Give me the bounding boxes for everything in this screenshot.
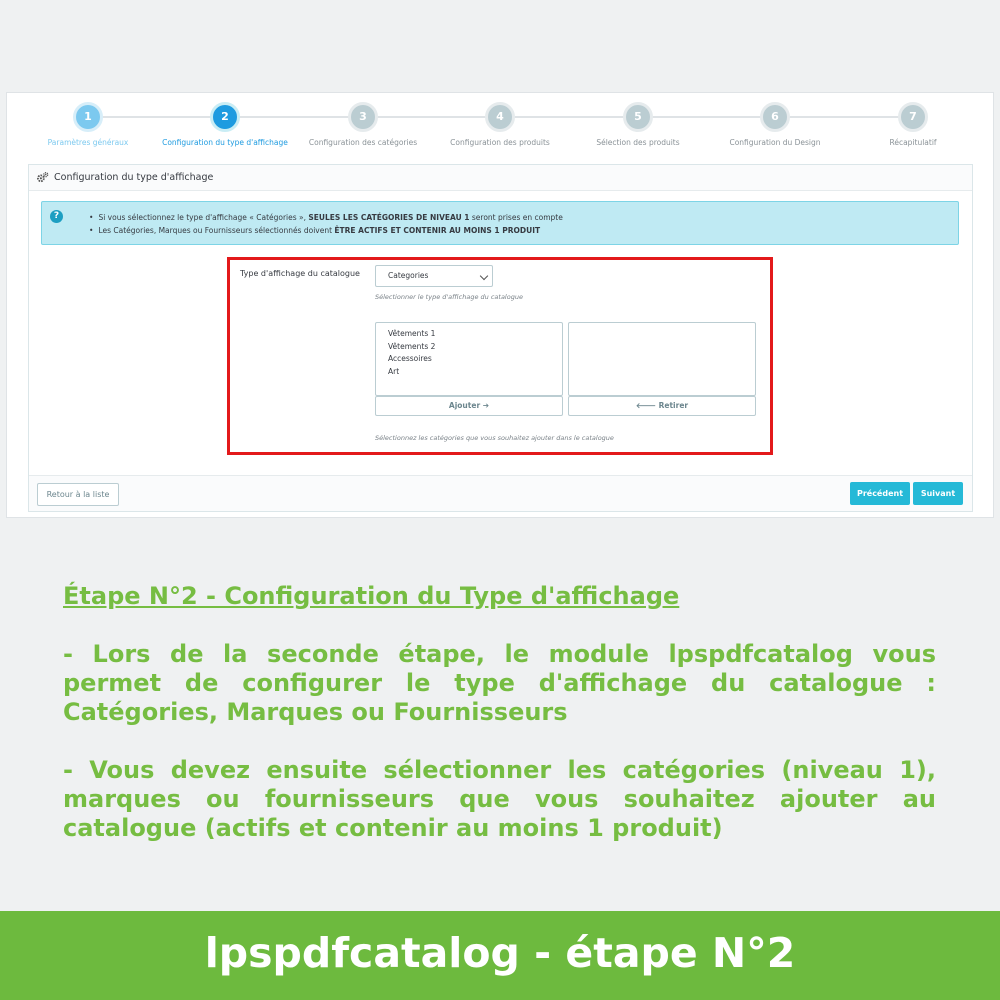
display-type-label: Type d'affichage du catalogue (240, 269, 360, 278)
available-list[interactable] (375, 322, 563, 396)
step-3[interactable] (288, 105, 438, 147)
info-alert (41, 201, 959, 245)
card-header (29, 165, 972, 191)
step-label: Configuration du Design (729, 138, 821, 147)
step-label: Configuration des catégories (308, 138, 418, 147)
description-paragraph-1: - Lors de la seconde étape, le module lpspdfcatalog vous permet de configurer le type d'affichage du catalogue : Catégories, Marques ou Fournisseurs (63, 640, 936, 726)
module-panel (6, 92, 994, 518)
step-label: Configuration du type d'affichage (162, 138, 288, 147)
previous-button[interactable]: Précédent (850, 482, 910, 505)
description-paragraph-2: - Vous devez ensuite sélectionner les catégories (niveau 1), marques ou fournisseurs que vous souhaitez ajouter au catalogue (actifs et contenir au moins 1 produit) (63, 756, 936, 842)
wizard-stepper (7, 93, 993, 153)
list-item[interactable]: Accessoires (388, 354, 432, 363)
question-icon: ? (50, 210, 63, 223)
step-6[interactable] (700, 105, 850, 147)
step-number: 7 (898, 102, 928, 132)
step-label: Paramètres généraux (47, 138, 129, 147)
step-number: 6 (760, 102, 790, 132)
step-number: 1 (73, 102, 103, 132)
description (63, 582, 936, 872)
list-help-text: Sélectionnez les catégories que vous souhaitez ajouter dans le catalogue (375, 434, 614, 442)
select-help-text: Sélectionner le type d'affichage du catalogue (375, 293, 523, 301)
list-item[interactable]: Art (388, 366, 400, 376)
remove-button[interactable]: 🡐 Retirer (568, 396, 756, 416)
step-label: Configuration des produits (450, 138, 550, 147)
arrow-right-icon: ➔ (482, 401, 490, 410)
next-button[interactable]: Suivant (913, 482, 963, 505)
alert-list (89, 211, 563, 237)
card-title: Configuration du type d'affichage (54, 172, 214, 183)
step-number: 5 (623, 102, 653, 132)
gears-icon (36, 171, 49, 184)
alert-item: • Si vous sélectionnez le type d'affichage « Catégories », SEULES LES CATÉGORIES DE NIVEAU 1 seront prises en compte (89, 211, 563, 224)
alert-item: • Les Catégories, Marques ou Fournisseurs sélectionnés doivent ÊTRE ACTIFS ET CONTENIR AU MOINS 1 PRODUIT (89, 224, 563, 237)
arrow-left-icon: 🡐 (635, 401, 656, 410)
bottom-banner: lpspdfcatalog - étape N°2 (0, 911, 1000, 1000)
step-number: 2 (210, 102, 240, 132)
display-type-select[interactable]: Categories (375, 265, 493, 287)
selected-list[interactable] (568, 322, 756, 396)
list-item[interactable]: Vêtements 2 (388, 341, 436, 351)
step-4[interactable] (425, 105, 575, 147)
step-5[interactable] (563, 105, 713, 147)
chevron-down-icon (480, 272, 488, 280)
step-number: 4 (485, 102, 515, 132)
description-heading: Étape N°2 - Configuration du Type d'affichage (63, 582, 680, 610)
config-card (28, 164, 973, 512)
step-label: Sélection des produits (596, 138, 680, 147)
back-to-list-button[interactable]: Retour à la liste (37, 483, 119, 506)
step-1[interactable] (13, 105, 163, 147)
card-footer (29, 475, 972, 511)
list-item[interactable]: Vêtements 1 (388, 329, 436, 338)
step-7[interactable] (838, 105, 988, 147)
highlighted-form-area (227, 257, 773, 455)
add-button[interactable]: Ajouter ➔ (375, 396, 563, 416)
step-2[interactable] (150, 105, 300, 147)
step-number: 3 (348, 102, 378, 132)
step-label: Récapitulatif (889, 138, 937, 147)
